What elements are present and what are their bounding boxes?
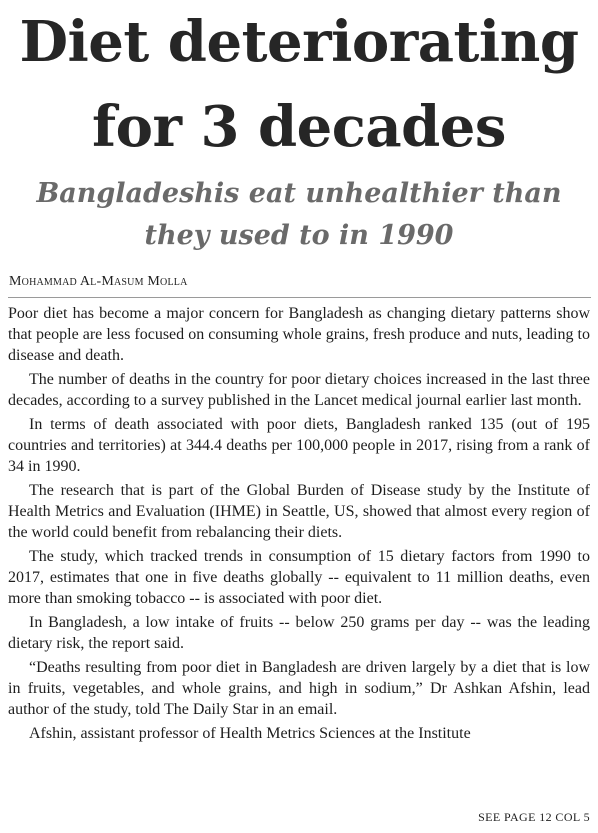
body-paragraph-1: Poor diet has become a major concern for Bangladesh as changing dietary patterns show that people are less focused on consuming whole grains, fresh produce and nuts, leading to disease and death. bbox=[8, 305, 590, 364]
headline-line-1: Diet deteriorating bbox=[19, 9, 579, 75]
continuation-jump-line: SEE PAGE 12 COL 5 bbox=[478, 810, 590, 824]
headline-line-2: for 3 decades bbox=[92, 94, 506, 160]
byline: Mohammad Al-Masum Molla bbox=[9, 274, 188, 289]
subheadline-line-1: Bangladeshis eat unhealthier than bbox=[36, 178, 562, 209]
body-paragraph-8: Afshin, assistant professor of Health Metrics Sciences at the Institute bbox=[29, 725, 471, 742]
body-paragraph-4: The research that is part of the Global Burden of Disease study by the Institute of Health Metrics and Evaluation (IHME) in Seattle, US, showed that almost every region of the world could benefit from rebalancing their diets. bbox=[8, 482, 590, 541]
body-paragraph-3: In terms of death associated with poor diets, Bangladesh ranked 135 (out of 195 countries and territories) at 344.4 deaths per 100,000 people in 2017, rising from a rank of 34 in 1990. bbox=[8, 416, 590, 475]
body-paragraph-2: The number of deaths in the country for poor dietary choices increased in the last three decades, according to a survey published in the Lancet medical journal earlier last month. bbox=[8, 371, 590, 409]
body-paragraph-6: In Bangladesh, a low intake of fruits -- below 250 grams per day -- was the leading dietary risk, the report said. bbox=[8, 614, 590, 652]
subheadline-line-2: they used to in 1990 bbox=[144, 220, 454, 251]
byline-divider bbox=[8, 297, 591, 298]
body-paragraph-7: “Deaths resulting from poor diet in Bangladesh are driven largely by a diet that is low in fruits, vegetables, and whole grains, and high in sodium,” Dr Ashkan Afshin, lead author of the study, told The Daily Star in an email. bbox=[8, 659, 590, 718]
article-body bbox=[8, 303, 590, 747]
body-paragraph-5: The study, which tracked trends in consumption of 15 dietary factors from 1990 to 2017, estimates that one in five deaths globally -- equivalent to 11 million deaths, even more than smoking tobacco -- is associated with poor diet. bbox=[8, 548, 590, 607]
